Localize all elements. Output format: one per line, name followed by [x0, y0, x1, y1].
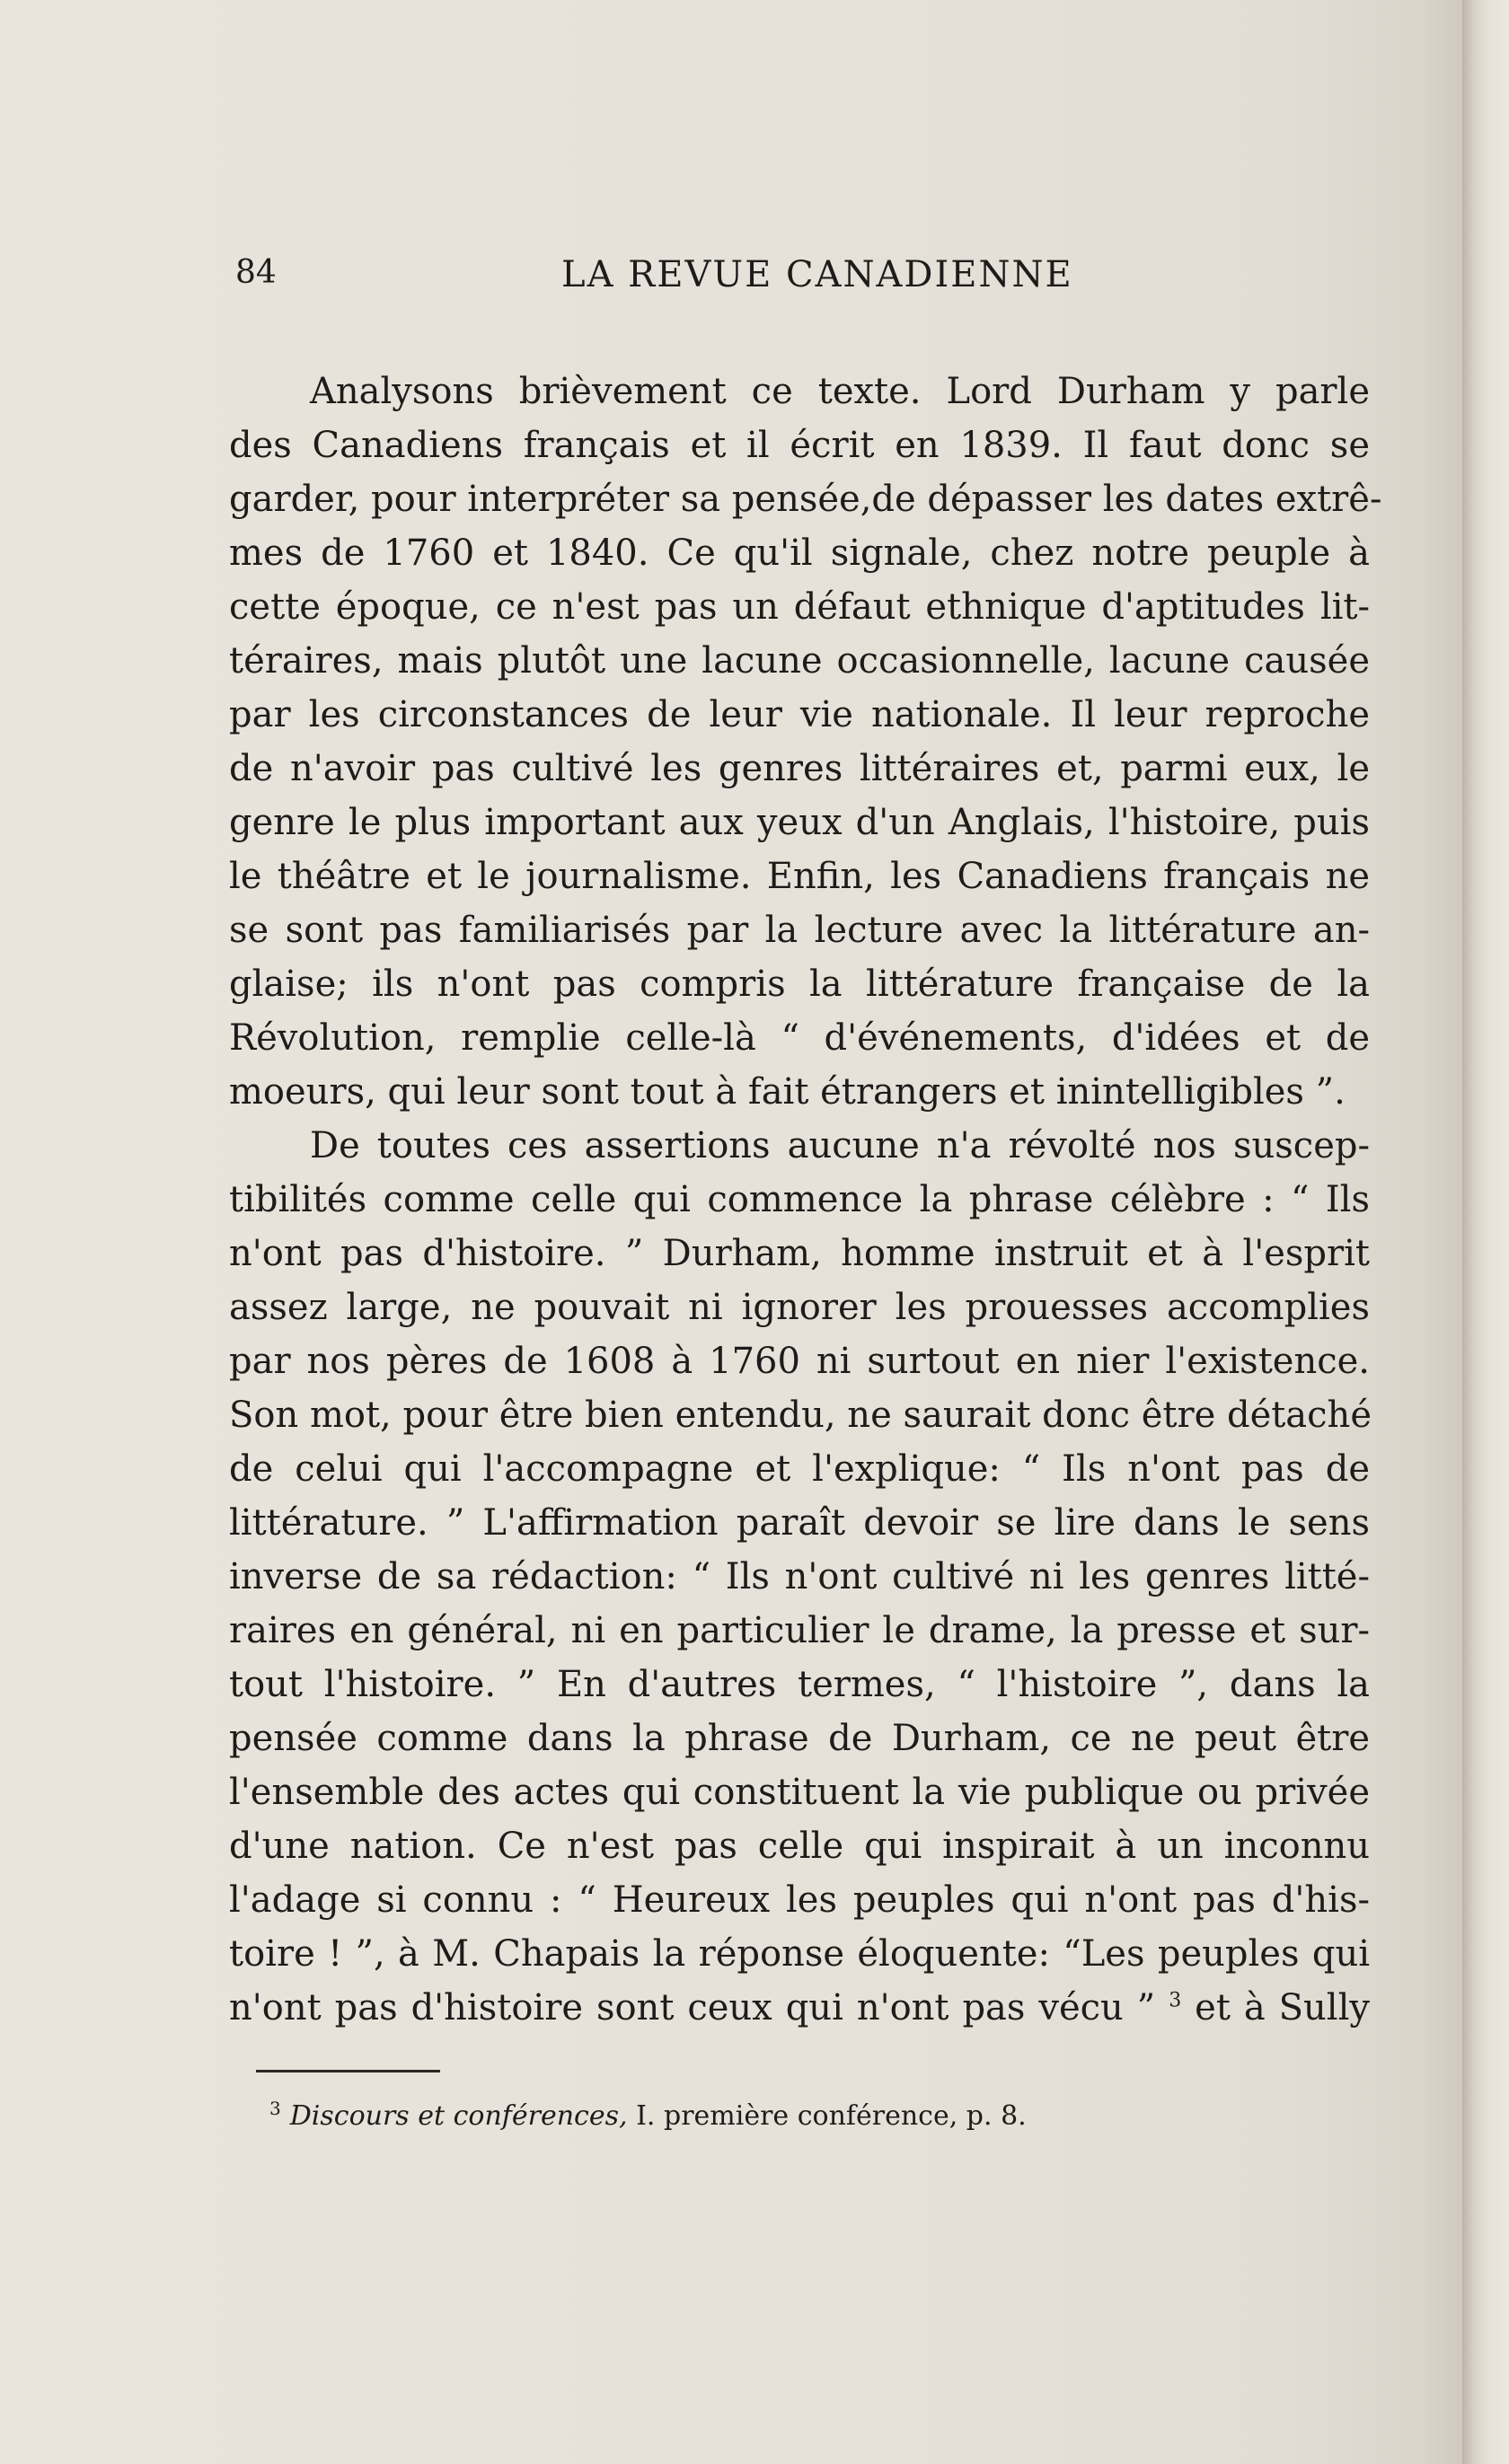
text-line: littérature. ” L'affirmation paraît devoir se lire dans le sens	[229, 1502, 1370, 1544]
text-line: des Canadiens français et il écrit en 1839. Il faut donc se	[229, 425, 1370, 466]
text-line: raires en général, ni en particulier le drame, la presse et sur-	[229, 1610, 1370, 1651]
text-line: se sont pas familiarisés par la lecture avec la littérature an-	[229, 910, 1370, 951]
text-line: mes de 1760 et 1840. Ce qu'il signale, chez notre peuple à	[229, 532, 1370, 574]
paragraph	[229, 1119, 1370, 2035]
footnote	[269, 2098, 1027, 2132]
paragraph	[229, 365, 1382, 1119]
text-line: glaise; ils n'ont pas compris la littérature française de la	[229, 964, 1370, 1005]
footnote-source-title: Discours et conférences,	[289, 2100, 628, 2132]
body-text	[229, 365, 1382, 2035]
text-line-end: et à Sully	[1181, 1987, 1370, 2028]
text-line: pensée comme dans la phrase de Durham, ce ne peut être	[229, 1718, 1370, 1759]
text-line: toire ! ”, à M. Chapais la réponse éloquente: “Les peuples qui	[229, 1933, 1370, 1975]
text-line: Analysons brièvement ce texte. Lord Durham y parle	[310, 371, 1370, 412]
text-line: Révolution, remplie celle-là “ d'événements, d'idées et de	[229, 1017, 1370, 1059]
text-line: Son mot, pour être bien entendu, ne saurait donc être détaché	[229, 1395, 1372, 1436]
text-line: par nos pères de 1608 à 1760 ni surtout en nier l'existence.	[229, 1341, 1370, 1382]
text-line: par les circonstances de leur vie nationale. Il leur reproche	[229, 694, 1370, 735]
text-line: tibilités comme celle qui commence la phrase célèbre : “ Ils	[229, 1179, 1370, 1220]
text-line-with-footnote-ref	[229, 1981, 1370, 2035]
text-line: d'une nation. Ce n'est pas celle qui inspirait à un inconnu	[229, 1826, 1370, 1867]
text-line: inverse de sa rédaction: “ Ils n'ont cultivé ni les genres litté-	[229, 1556, 1370, 1597]
text-line: garder, pour interpréter sa pensée,de dépasser les dates extrê-	[229, 479, 1382, 520]
footnote-citation: I. première conférence, p. 8.	[627, 2100, 1027, 2132]
text-line: moeurs, qui leur sont tout à fait étrangers et inintelligibles ”.	[229, 1071, 1346, 1113]
text-line: téraires, mais plutôt une lacune occasionnelle, lacune causée	[229, 640, 1370, 682]
text-line: genre le plus important aux yeux d'un Anglais, l'histoire, puis	[229, 802, 1370, 843]
text-line: tout l'histoire. ” En d'autres termes, “ l'histoire ”, dans la	[229, 1664, 1370, 1705]
text-line: cette époque, ce n'est pas un défaut ethnique d'aptitudes lit-	[229, 586, 1370, 628]
footnote-reference: 3	[1169, 1989, 1182, 2012]
footnote-number: 3	[269, 2098, 281, 2119]
text-line: de celui qui l'accompagne et l'explique: “ Ils n'ont pas de	[229, 1448, 1370, 1490]
page-number: 84	[235, 254, 277, 291]
text-line: l'adage si connu : “ Heureux les peuples qui n'ont pas d'his-	[229, 1879, 1370, 1921]
text-line: assez large, ne pouvait ni ignorer les prouesses accomplies	[229, 1287, 1370, 1328]
text-line: de n'avoir pas cultivé les genres littéraires et, parmi eux, le	[229, 748, 1370, 789]
journal-title: LA REVUE CANADIENNE	[561, 254, 1073, 295]
running-head	[235, 254, 1134, 308]
text-line: le théâtre et le journalisme. Enfin, les Canadiens français ne	[229, 856, 1370, 897]
text-line: l'ensemble des actes qui constituent la vie publique ou privée	[229, 1772, 1370, 1813]
text-line: n'ont pas d'histoire. ” Durham, homme instruit et à l'esprit	[229, 1233, 1370, 1274]
footnote-rule	[256, 2070, 440, 2072]
text-line: De toutes ces assertions aucune n'a révolté nos suscep-	[310, 1125, 1370, 1166]
page-edge	[1462, 0, 1509, 2464]
text-line-start: n'ont pas d'histoire sont ceux qui n'ont pas vécu ”	[229, 1987, 1156, 2028]
